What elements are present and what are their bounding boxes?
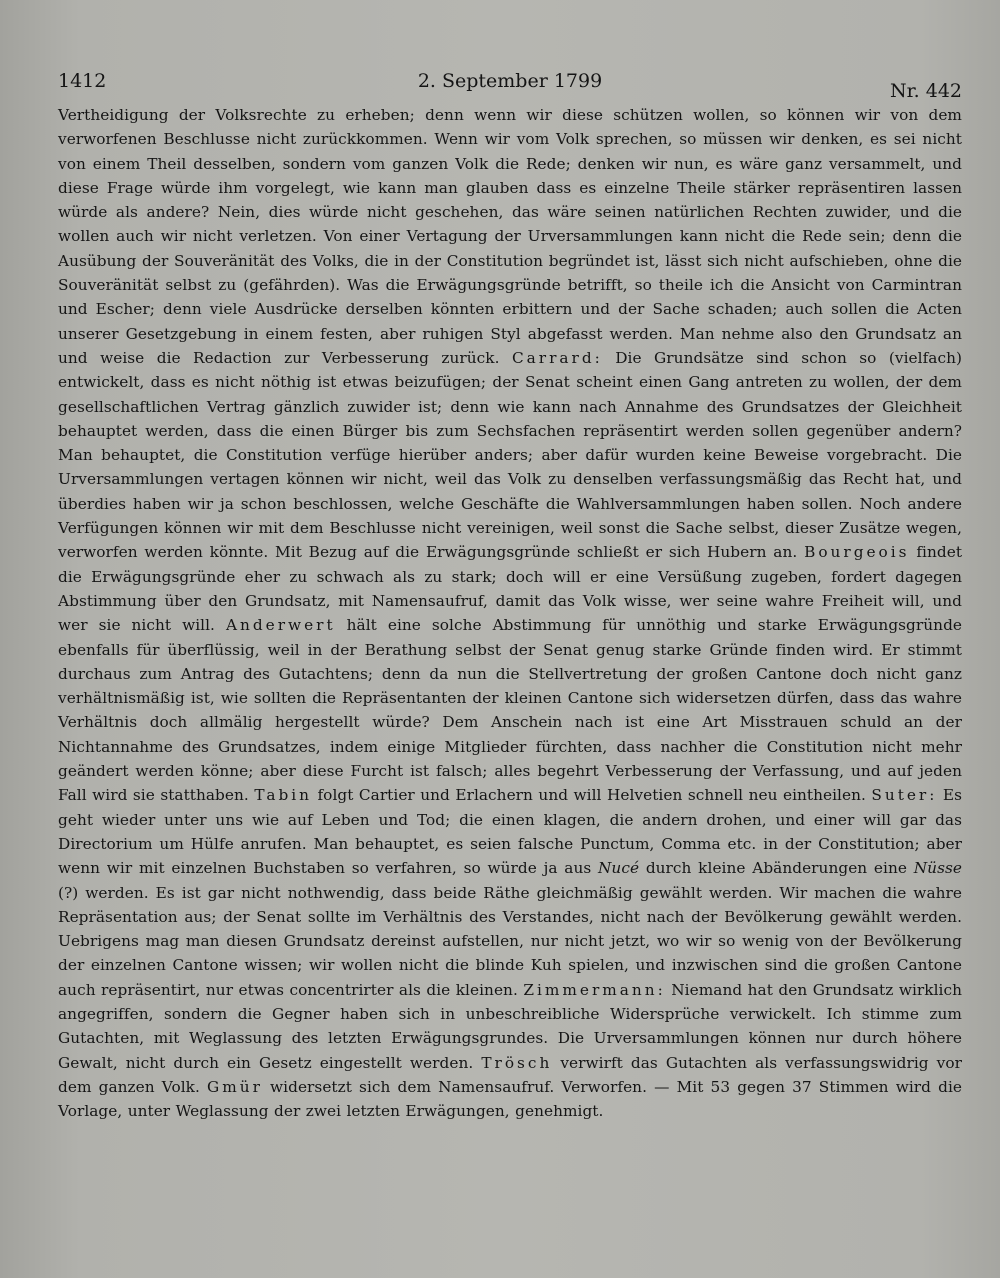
speaker-name: Zimmermann: xyxy=(523,980,666,999)
speaker-name: Anderwert xyxy=(225,616,336,635)
text-segment: widersetzt sich dem Namensaufruf. Verworfen. — Mit 53 gegen 37 Stimmen wird die Vorlage, unter Weglassung der zwei letzten Erwägungen, genehmigt. xyxy=(58,1077,962,1121)
speaker-name: Suter: xyxy=(871,786,938,805)
text-segment: verwirft das Gutachten als verfassungswidrig vor dem ganzen Volk. xyxy=(58,1053,962,1096)
document-number: Nr. 442 xyxy=(890,80,962,102)
speaker-name: Trösch xyxy=(481,1053,553,1072)
speaker-name: Bourgeois xyxy=(804,543,910,562)
text-segment: folgt Cartier und Erlachern und will Helvetien schnell neu eintheilen. xyxy=(317,786,866,805)
text-segment: (?) werden. Es ist gar nicht nothwendig, dass beide Räthe gleichmäßig gewählt werden. Wir machen die wahre Repräsentation aus; der Senat sollte im Verhältnis des Verstandes, nicht nach der Bevölkerung gewählt werden. Uebrigens mag man diesen Grundsatz dereinst aufstellen, nur nicht jetzt, wo wir so wenig von der Bevölkerung der einzelnen Cantone wissen; wir wollen nicht die blinde Kuh spielen, und inzwischen sind die großen Cantone auch repräsentirt, nur etwas concentrirter als die kleinen. xyxy=(58,883,962,999)
speaker-name: Carrard: xyxy=(511,348,603,367)
speaker-name: Tabin xyxy=(254,786,312,805)
italic-term: Nucé xyxy=(598,859,640,878)
text-segment: Die Grundsätze sind schon so (vielfach) entwickelt, dass es nicht nöthig ist etwas beizufügen; der Senat scheint einen Gang antreten zu wollen, der dem gesellschaftlichen Vertrag gänzlich zuwider ist; denn wie kann nach Annahme des Grundsatzes der Gleichheit behauptet werden, dass die einen Bürger bis zum Sechsfachen repräsentirt werden sollen gegenüber andern? Man behauptet, die Constitution verfüge hierüber anders; aber dafür wurden keine Beweise vorgebracht. Die Urversammlungen vertagen können wir nicht, weil das Volk zu denselben verfassungsmäßig das Recht hat, und überdies haben wir ja schon beschlossen, welche Geschäfte die Wahlversammlungen haben sollen. Noch andere Verfügungen können wir mit dem Beschlusse nicht vereinigen, weil sonst die Sache selbst, dieser Zusätze wegen, verworfen werden könnte. Mit Bezug auf die Erwägungsgründe schließt er sich Hubern an. xyxy=(58,348,963,562)
speaker-name: Gmür xyxy=(207,1077,263,1096)
page-number: 1412 xyxy=(58,70,107,92)
text-segment: Niemand hat den Grundsatz wirklich angegriffen, sondern die Gegner haben sich in unbeschreibliche Widersprüche verwickelt. Ich stimme zum Gutachten, mit Weglassung des letzten Erwägungsgrundes. Die Urversammlungen können nur durch höhere Gewalt, nicht durch ein Gesetz eingestellt werden. xyxy=(58,980,963,1072)
text-segment: hält eine solche Abstimmung für unnöthig und starke Erwägungsgründe ebenfalls für überflüssig, weil in der Berathung selbst der Senat genug starke Gründe finden wird. Er stimmt durchaus zum Antrag des Gutachtens; denn da nun die Stellvertretung der großen Cantone doch nicht ganz verhältnismäßig ist, wie sollten die Repräsentanten der kleinen Cantone sich widersetzen dürfen, dass das wahre Verhältnis doch allmälig hergestellt würde? Dem Anschein nach ist eine Art Misstrauen schuld an der Nichtannahme des Grundsatzes, indem einige Mitglieder fürchten, dass nachher die Constitution nicht mehr geändert werden könne; aber diese Furcht ist falsch; alles begehrt Verbesserung der Verfassung, und auf jeden Fall wird sie statthaben. xyxy=(58,616,963,805)
text-segment: Vertheidigung der Volksrechte zu erheben; denn wenn wir diese schützen wollen, so können wir von dem verworfenen Beschlusse nicht zurückkommen. Wenn wir vom Volk sprechen, so müssen wir denken, es sei nicht von einem Theil desselben, sondern vom ganzen Volk die Rede; denken wir nun, es wäre ganz versammelt, und diese Frage würde ihm vorgelegt, wie kann man glauben dass es einzelne Theile stärker repräsentiren lassen würde als andere? Nein, dies würde nicht geschehen, das wäre seinen natürlichen Rechten zuwider, und die wollen auch wir nicht verletzen. Von einer Vertagung der Urversammlungen kann nicht die Rede sein; denn die Ausübung der Souveränität des Volks, die in der Constitution begründet ist, lässt sich nicht aufschieben, ohne die Souveränität selbst zu (gefährden). Was die Erwägungsgründe betrifft, so theile ich die Ansicht von Carmintran und Escher; denn viele Ausdrücke derselben könnten erbittern und der Sache schaden; auch sollen die Acten unserer Gesetzgebung in einem festen, aber ruhigen Styl abgefasst werden. Man nehme also den Grundsatz an und weise die Redaction zur Verbesserung zurück. xyxy=(58,106,962,367)
body-paragraph xyxy=(58,103,962,1123)
page-header xyxy=(58,70,962,100)
running-title: 2. September 1799 xyxy=(417,70,603,92)
text-segment: findet die Erwägungsgründe eher zu schwach als zu stark; doch will er eine Versüßung zugeben, fordert dagegen Abstimmung über den Grundsatz, mit Namensaufruf, damit das Volk wisse, wer seine wahre Freiheit will, und wer sie nicht will. xyxy=(58,543,963,635)
italic-term: Nüsse xyxy=(913,859,962,878)
text-segment: Es geht wieder unter uns wie auf Leben und Tod; die einen klagen, die andern drohen, und einer will gar das Directorium um Hülfe anrufen. Man behauptet, es seien falsche Punctum, Comma etc. in der Constitution; aber wenn wir mit einzelnen Buchstaben so verfahren, so würde ja aus xyxy=(58,786,963,878)
text-segment: durch kleine Abänderungen eine xyxy=(645,859,907,878)
